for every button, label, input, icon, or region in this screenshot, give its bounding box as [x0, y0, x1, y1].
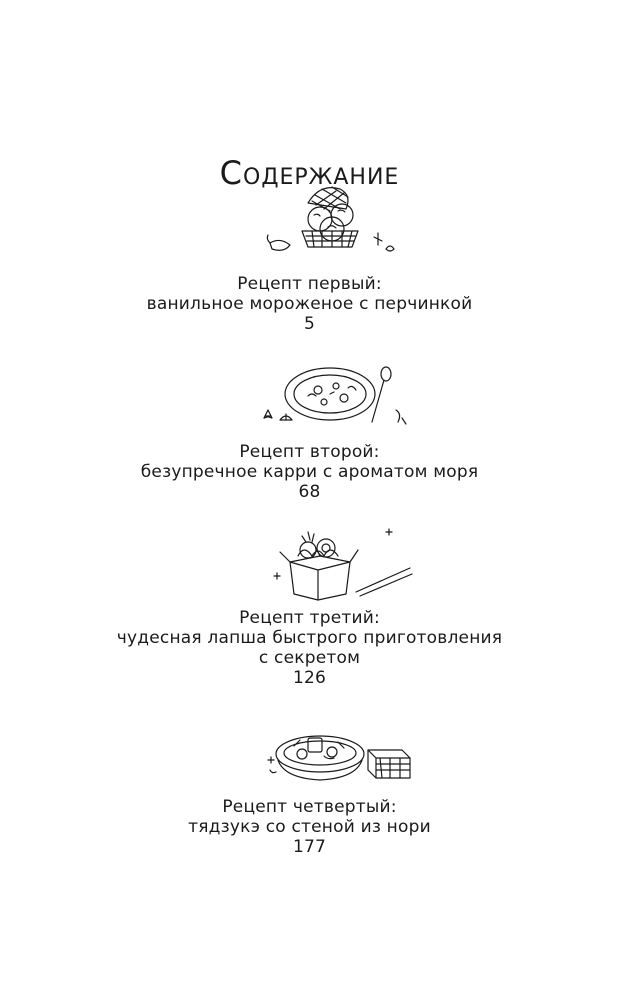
page-title: Содержание [219, 154, 400, 193]
recipe-title: чудесная лапша быстрого приготовления [116, 628, 503, 648]
ice-cream-basket-icon [260, 183, 400, 263]
page-number: 126 [292, 668, 327, 688]
recipe-title: с секретом [258, 648, 361, 668]
toc-entry[interactable] [0, 274, 619, 334]
page-number: 5 [303, 314, 316, 334]
recipe-title: тядзукэ со стеной из нори [188, 817, 431, 837]
recipe-heading: Рецепт второй: [239, 442, 380, 462]
page-number: 68 [298, 482, 321, 502]
noodle-box-icon [268, 526, 414, 604]
toc-entry[interactable] [0, 797, 619, 857]
recipe-title: ванильное мороженое с перчинкой [146, 294, 473, 314]
chazuke-bowl-icon [264, 726, 416, 788]
page-number: 177 [292, 837, 327, 857]
toc-entry[interactable] [0, 442, 619, 502]
recipe-heading: Рецепт третий: [239, 608, 380, 628]
recipe-heading: Рецепт первый: [237, 274, 382, 294]
recipe-heading: Рецепт четвертый: [222, 797, 397, 817]
recipe-title: безупречное карри с ароматом моря [140, 462, 479, 482]
toc-entry[interactable] [0, 608, 619, 688]
curry-plate-icon [258, 362, 408, 434]
